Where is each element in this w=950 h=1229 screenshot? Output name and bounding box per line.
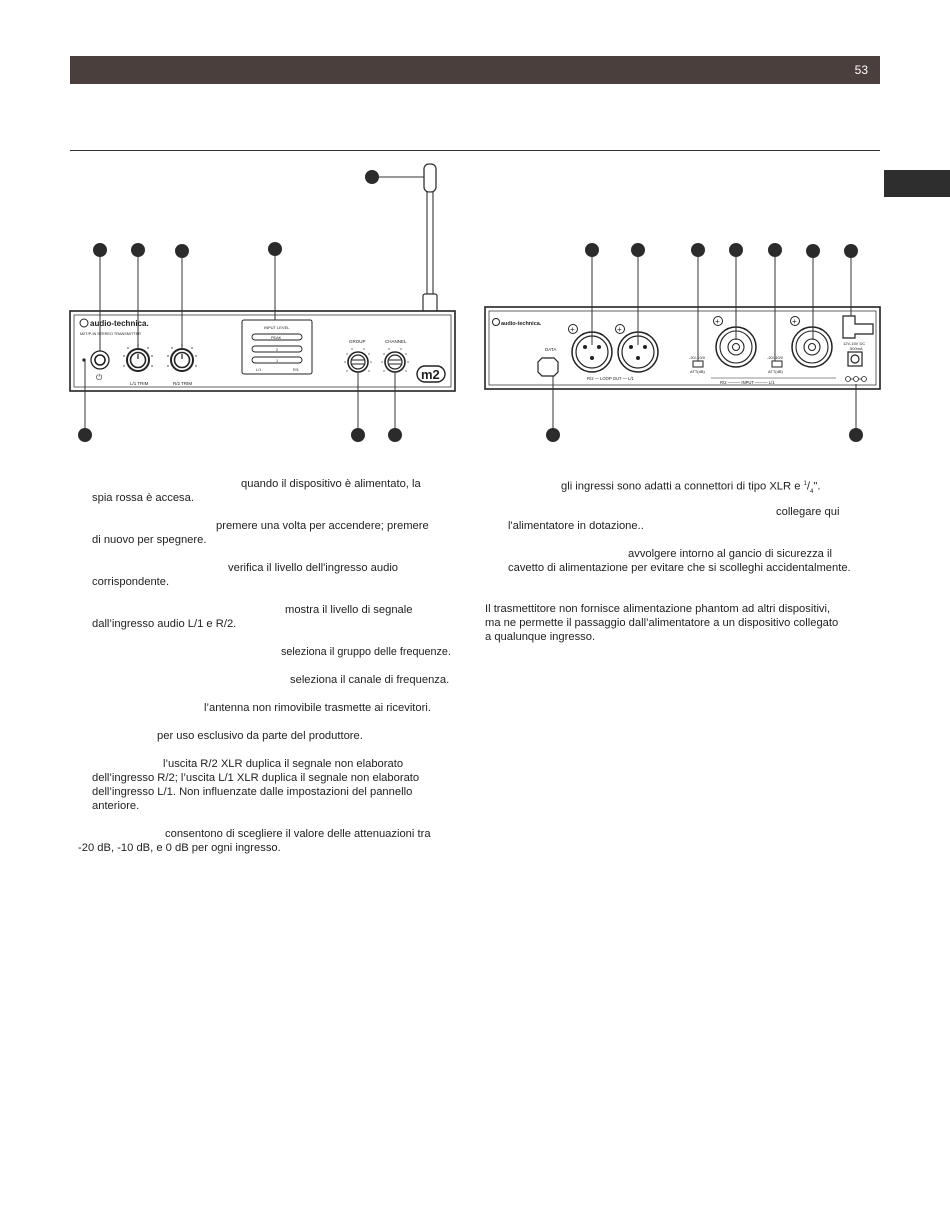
right-text-line: ma ne permette il passaggio dall’alimentatore a un dispositivo collegato (485, 617, 839, 629)
front-brand: audio-technica. (90, 319, 149, 328)
left-text-line: consentono di scegliere il valore delle attenuazioni tra (165, 828, 431, 840)
right-text-line: a qualunque ingresso. (485, 631, 596, 643)
right-text-line: Il trasmettitore non fornisce alimentazione phantom ad altri dispositivi, (485, 603, 831, 615)
peak-label: PEAK (271, 336, 282, 340)
right-text-line: gli ingressi sono adatti a connettori di tipo XLR e $^1/_4$". (561, 480, 821, 495)
right-text-line: avvolgere intorno al gancio di sicurezza il (628, 548, 832, 560)
svg-text:m2: m2 (421, 367, 440, 382)
left-text-line: dell’ingresso L/1. Non influenzate dalle impostazioni del pannello (92, 786, 413, 798)
power-label: 12V-15V DC (843, 341, 866, 346)
input-label: R/2 ——— INPUT ——— L/1 (720, 380, 775, 385)
panel-diagrams (0, 0, 950, 460)
group-selector[interactable] (348, 352, 368, 372)
power-icon: ⏻ (96, 373, 103, 382)
group-label: GROUP (349, 339, 366, 344)
left-text-line: dall’ingresso audio L/1 e R/2. (92, 618, 237, 630)
front-callouts (78, 170, 424, 442)
rear-brand: audio-technica. (501, 321, 542, 327)
l1-trim-knob[interactable] (127, 349, 149, 371)
l1-trim-label: L/1 TRIM (130, 381, 149, 386)
left-text-line: -20 dB, -10 dB, e 0 dB per ogni ingresso. (78, 842, 281, 854)
svg-text:+: + (715, 317, 720, 326)
m2-logo (417, 366, 445, 382)
left-text-line: premere una volta per accendere; premere (216, 520, 429, 532)
left-text-line: verifica il livello dell'ingresso audio (228, 562, 399, 574)
r2-trim-label: R/2 TRIM (173, 381, 193, 386)
loop-out-label: R/2 — LOOP OUT — L/1 (587, 376, 634, 381)
svg-text:+: + (617, 325, 622, 334)
left-text-line: dell’ingresso R/2; l’uscita L/1 XLR duplica il segnale non elaborato (92, 772, 420, 784)
left-text-line: mostra il livello di segnale (285, 604, 413, 616)
left-text-line: quando il dispositivo è alimentato, la (241, 478, 421, 490)
att-left-label: ATT(dB) (690, 369, 705, 374)
att-right-switch[interactable] (772, 361, 782, 367)
att-right-label: ATT(dB) (768, 369, 783, 374)
svg-text:+: + (570, 325, 575, 334)
right-text-line: l'alimentatore in dotazione.. (508, 520, 644, 532)
front-model: M2T/P-IN STEREO TRANSMITTER (80, 332, 141, 336)
left-text-line: l’uscita R/2 XLR duplica il segnale non elaborato (163, 758, 404, 770)
left-text-line: l’antenna non rimovibile trasmette ai ricevitori. (204, 702, 431, 714)
left-text-line: seleziona il gruppo delle frequenze. (281, 646, 451, 658)
right-text-line: collegare qui (776, 506, 840, 518)
channel-selector[interactable] (385, 352, 405, 372)
input-level-label: INPUT LEVEL (264, 325, 290, 330)
channel-label: CHANNEL (385, 339, 407, 344)
left-text-line: seleziona il canale di frequenza. (290, 674, 450, 686)
left-text-line: per uso esclusivo da parte del produttore. (157, 730, 363, 742)
meter-r2-label: R/1 (293, 368, 299, 372)
input-level-meter (242, 320, 312, 374)
level-1-label: 1 (276, 359, 279, 363)
r2-trim-knob[interactable] (171, 349, 193, 371)
right-text-line: cavetto di alimentazione per evitare che si scolleghi accidentalmente. (508, 562, 851, 574)
rear-panel (485, 307, 880, 389)
meter-l1-label: L/1 (256, 368, 262, 372)
data-label: DATA (545, 347, 557, 352)
data-port[interactable] (538, 358, 558, 376)
front-panel (70, 164, 455, 391)
svg-text:+: + (792, 317, 797, 326)
att-right-values: -20/-10/0 (767, 355, 784, 360)
left-text-line: anteriore. (92, 800, 140, 812)
power-sub-label: 500mA (850, 346, 863, 351)
page-number: 53 (854, 63, 868, 77)
att-left-values: -20/-10/0 (689, 355, 706, 360)
att-left-switch[interactable] (693, 361, 703, 367)
level-2-label: 2 (276, 348, 279, 352)
left-text-line: di nuovo per spegnere. (92, 534, 207, 546)
left-text-line: spia rossa è accesa. (92, 492, 194, 504)
left-text-line: corrispondente. (92, 576, 170, 588)
